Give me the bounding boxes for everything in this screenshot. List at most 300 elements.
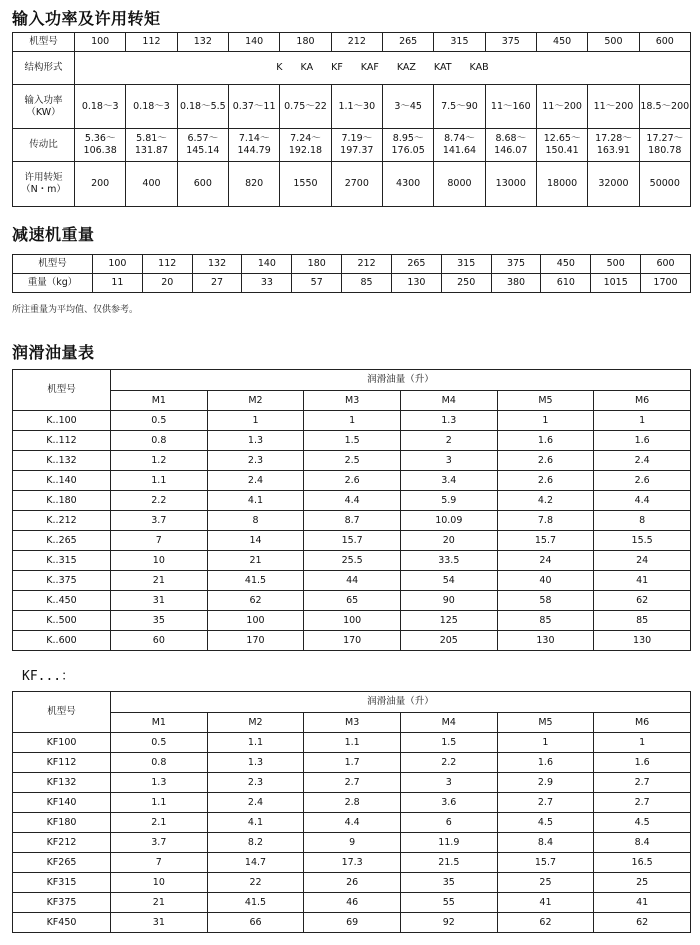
header-cell-model: 112 [126,33,177,52]
structure-type: KAB [469,62,489,74]
power-cell: 7.5～90 [434,85,485,129]
header-cell-oil-quantity: 润滑油量（升） [111,692,691,713]
model-cell: K..375 [13,571,111,591]
oil-value-cell: 2.4 [594,451,691,471]
ratio-min: 5.36～ [84,133,116,145]
power-cell: 11～200 [588,85,639,129]
oil-value-cell: 3 [400,451,497,471]
power-cell: 11～160 [485,85,536,129]
table-header-row [13,692,691,713]
table-row-weight [13,274,691,293]
power-cell: 18.5～200 [639,85,690,129]
oil-value-cell: 1.3 [400,411,497,431]
ratio-cell [536,129,587,162]
torque-cell: 8000 [434,162,485,207]
row-label-power-line2: （KW） [26,106,61,118]
lubrication-table-k [12,369,691,651]
ratio-min: 8.74～ [444,133,475,145]
oil-value-cell: 66 [207,913,304,933]
table-header-row [13,370,691,391]
oil-value-cell: 85 [497,611,594,631]
weight-cell: 11 [93,274,143,293]
oil-value-cell: 7 [111,531,208,551]
header-cell-model: 265 [382,33,433,52]
oil-value-cell: 2.1 [111,813,208,833]
ratio-min: 12.65～ [543,133,581,145]
ratio-max: 146.07 [494,145,528,156]
row-label-weight: 重量（kg） [13,274,93,293]
header-cell-position: M5 [497,391,594,411]
oil-value-cell: 125 [400,611,497,631]
oil-value-cell: 3.7 [111,511,208,531]
torque-cell: 820 [228,162,279,207]
header-cell-model: 600 [639,33,690,52]
oil-value-cell: 1.6 [497,431,594,451]
header-cell-model: 375 [491,255,541,274]
table-row [13,411,691,431]
oil-value-cell: 41 [594,571,691,591]
torque-cell: 18000 [536,162,587,207]
table-header-row-positions [13,391,691,411]
table-row-torque [13,162,691,207]
oil-value-cell: 15.7 [304,531,401,551]
header-cell-position: M4 [400,391,497,411]
header-cell-position: M4 [400,713,497,733]
oil-value-cell: 10.09 [400,511,497,531]
oil-value-cell: 11.9 [400,833,497,853]
header-cell-model-label: 机型号 [13,255,93,274]
oil-value-cell: 4.5 [497,813,594,833]
ratio-cell [639,129,690,162]
table-row [13,431,691,451]
ratio-max: 131.87 [134,145,169,156]
oil-value-cell: 0.8 [111,431,208,451]
oil-value-cell: 2.4 [207,793,304,813]
ratio-cell [588,129,639,162]
ratio-max: 197.37 [340,145,374,156]
weight-cell: 250 [441,274,491,293]
header-cell-model: 140 [228,33,279,52]
row-label-structure: 结构形式 [13,52,75,85]
oil-value-cell: 17.3 [304,853,401,873]
oil-value-cell: 8.4 [497,833,594,853]
weight-cell: 1015 [591,274,641,293]
oil-value-cell: 2.6 [594,471,691,491]
oil-value-cell: 21.5 [400,853,497,873]
ratio-cell [126,129,177,162]
header-cell-model: 600 [641,255,691,274]
model-cell: K..315 [13,551,111,571]
model-cell: KF140 [13,793,111,813]
oil-value-cell: 7 [111,853,208,873]
oil-value-cell: 24 [594,551,691,571]
oil-value-cell: 54 [400,571,497,591]
oil-value-cell: 21 [207,551,304,571]
table-row [13,893,691,913]
ratio-cell [280,129,331,162]
oil-value-cell: 5.9 [400,491,497,511]
structure-type: KAF [360,62,379,74]
oil-value-cell: 2.6 [497,471,594,491]
ratio-cell [485,129,536,162]
oil-value-cell: 14.7 [207,853,304,873]
table-header-row [13,33,691,52]
oil-value-cell: 62 [207,591,304,611]
model-cell: KF112 [13,753,111,773]
oil-value-cell: 8.7 [304,511,401,531]
header-cell-position: M2 [207,391,304,411]
kf-section-label: KF...： [22,669,75,684]
oil-value-cell: 130 [497,631,594,651]
header-cell-model-label: 机型号 [13,33,75,52]
header-cell-model-label: 机型号 [13,370,111,411]
torque-cell: 400 [126,162,177,207]
oil-value-cell: 15.7 [497,853,594,873]
table-row [13,471,691,491]
oil-value-cell: 24 [497,551,594,571]
oil-value-cell: 33.5 [400,551,497,571]
ratio-min: 8.68～ [495,133,527,145]
header-cell-position: M5 [497,713,594,733]
oil-value-cell: 21 [111,893,208,913]
oil-value-cell: 92 [400,913,497,933]
oil-value-cell: 62 [594,591,691,611]
oil-value-cell: 14 [207,531,304,551]
oil-value-cell: 2.7 [594,773,691,793]
weight-cell: 130 [391,274,441,293]
power-cell: 0.18～3 [126,85,177,129]
power-cell: 1.1～30 [331,85,382,129]
model-cell: KF100 [13,733,111,753]
oil-value-cell: 25 [497,873,594,893]
power-cell: 0.37～11 [228,85,279,129]
oil-value-cell: 205 [400,631,497,651]
header-cell-position: M3 [304,713,401,733]
weight-cell: 20 [142,274,192,293]
oil-value-cell: 35 [111,611,208,631]
model-cell: K..132 [13,451,111,471]
table-row [13,913,691,933]
oil-value-cell: 3 [400,773,497,793]
header-cell-position: M6 [594,713,691,733]
oil-value-cell: 2.6 [497,451,594,471]
oil-value-cell: 1 [207,411,304,431]
oil-value-cell: 170 [207,631,304,651]
structure-types-cell [75,52,691,85]
oil-value-cell: 1.5 [304,431,401,451]
oil-value-cell: 1.3 [111,773,208,793]
weight-cell: 610 [541,274,591,293]
table-row [13,531,691,551]
torque-cell: 4300 [382,162,433,207]
torque-cell: 600 [177,162,228,207]
ratio-min: 7.14～ [238,133,270,145]
oil-value-cell: 16.5 [594,853,691,873]
oil-value-cell: 2.3 [207,451,304,471]
model-cell: K..100 [13,411,111,431]
table-row [13,611,691,631]
table-row [13,631,691,651]
oil-value-cell: 62 [497,913,594,933]
oil-value-cell: 85 [594,611,691,631]
oil-value-cell: 15.7 [497,531,594,551]
oil-value-cell: 0.5 [111,733,208,753]
model-cell: KF265 [13,853,111,873]
oil-value-cell: 2.7 [594,793,691,813]
header-cell-position: M3 [304,391,401,411]
model-cell: K..450 [13,591,111,611]
oil-value-cell: 2.2 [400,753,497,773]
header-cell-position: M1 [111,391,208,411]
oil-value-cell: 0.5 [111,411,208,431]
row-label-power-line1: 输入功率 [24,94,63,106]
power-cell: 0.18～5.5 [177,85,228,129]
section-title-weight: 减速机重量 [12,225,95,244]
header-cell-position: M6 [594,391,691,411]
header-cell-model: 180 [292,255,342,274]
table-row [13,753,691,773]
oil-value-cell: 90 [400,591,497,611]
row-label-torque [13,162,75,207]
header-cell-model: 132 [192,255,242,274]
ratio-max: 176.05 [391,145,425,156]
model-cell: K..212 [13,511,111,531]
oil-value-cell: 8 [594,511,691,531]
table-row [13,551,691,571]
oil-value-cell: 4.5 [594,813,691,833]
table-row [13,853,691,873]
oil-value-cell: 1 [594,733,691,753]
table-row-structure [13,52,691,85]
oil-value-cell: 2.6 [304,471,401,491]
torque-cell: 50000 [639,162,690,207]
oil-value-cell: 100 [207,611,304,631]
model-cell: KF132 [13,773,111,793]
oil-value-cell: 7.8 [497,511,594,531]
table-row [13,491,691,511]
oil-value-cell: 6 [400,813,497,833]
header-cell-model: 112 [142,255,192,274]
table-row [13,773,691,793]
torque-cell: 13000 [485,162,536,207]
header-cell-model: 375 [485,33,536,52]
header-cell-model: 180 [280,33,331,52]
table-row-power [13,85,691,129]
weight-cell: 57 [292,274,342,293]
oil-value-cell: 2.7 [304,773,401,793]
weight-note: 所注重量为平均值、仅供参考。 [12,305,139,315]
model-cell: KF315 [13,873,111,893]
oil-value-cell: 2.5 [304,451,401,471]
oil-value-cell: 0.8 [111,753,208,773]
oil-value-cell: 4.4 [304,813,401,833]
model-cell: KF450 [13,913,111,933]
header-cell-model: 132 [177,33,228,52]
header-cell-model: 265 [391,255,441,274]
oil-value-cell: 2.7 [497,793,594,813]
oil-value-cell: 3.6 [400,793,497,813]
model-cell: K..500 [13,611,111,631]
table-row [13,451,691,471]
power-torque-table [12,32,691,207]
oil-value-cell: 31 [111,913,208,933]
oil-value-cell: 46 [304,893,401,913]
oil-value-cell: 25 [594,873,691,893]
oil-value-cell: 8.2 [207,833,304,853]
ratio-max: 141.64 [442,145,477,156]
ratio-max: 180.78 [648,145,682,156]
oil-value-cell: 1.3 [207,753,304,773]
weight-cell: 27 [192,274,242,293]
structure-type: KAT [433,62,452,74]
table-row [13,511,691,531]
oil-value-cell: 1.5 [400,733,497,753]
header-cell-position: M1 [111,713,208,733]
lubrication-table-kf [12,691,691,933]
oil-value-cell: 170 [304,631,401,651]
oil-value-cell: 20 [400,531,497,551]
oil-value-cell: 1 [497,733,594,753]
row-label-torque-line2: （N・m） [21,184,66,195]
section-title-lubrication: 润滑油量表 [12,343,95,362]
header-cell-model: 450 [541,255,591,274]
oil-value-cell: 1.6 [594,753,691,773]
model-cell: K..180 [13,491,111,511]
oil-value-cell: 41 [497,893,594,913]
header-cell-model: 100 [93,255,143,274]
torque-cell: 200 [75,162,126,207]
oil-value-cell: 60 [111,631,208,651]
oil-value-cell: 1.3 [207,431,304,451]
oil-value-cell: 1.1 [111,471,208,491]
oil-value-cell: 25.5 [304,551,401,571]
oil-value-cell: 4.4 [594,491,691,511]
row-label-torque-line1: 许用转矩 [24,172,63,184]
table-row [13,571,691,591]
oil-value-cell: 15.5 [594,531,691,551]
model-cell: K..265 [13,531,111,551]
structure-type: K [276,62,283,74]
oil-value-cell: 10 [111,873,208,893]
header-cell-model: 212 [342,255,392,274]
power-cell: 0.18～3 [75,85,126,129]
oil-value-cell: 2.9 [497,773,594,793]
oil-value-cell: 10 [111,551,208,571]
ratio-cell [75,129,126,162]
oil-value-cell: 1 [497,411,594,431]
table-row [13,873,691,893]
table-row [13,591,691,611]
oil-value-cell: 4.1 [207,491,304,511]
oil-value-cell: 31 [111,591,208,611]
structure-type: KAZ [396,62,416,74]
row-label-ratio: 传动比 [13,129,75,162]
structure-type: KA [300,62,314,74]
table-row [13,813,691,833]
ratio-max: 106.38 [83,145,117,156]
oil-value-cell: 62 [594,913,691,933]
ratio-max: 163.91 [596,145,631,156]
header-cell-model: 450 [536,33,587,52]
header-cell-model: 315 [441,255,491,274]
oil-value-cell: 4.4 [304,491,401,511]
table-row [13,833,691,853]
weight-cell: 85 [342,274,392,293]
oil-value-cell: 2.3 [207,773,304,793]
header-cell-model: 315 [434,33,485,52]
oil-value-cell: 26 [304,873,401,893]
oil-value-cell: 35 [400,873,497,893]
table-header-row [13,255,691,274]
oil-value-cell: 8 [207,511,304,531]
model-cell: KF212 [13,833,111,853]
power-cell: 3～45 [382,85,433,129]
header-cell-model-label: 机型号 [13,692,111,733]
ratio-max: 144.79 [237,145,271,156]
oil-value-cell: 130 [594,631,691,651]
ratio-min: 7.19～ [341,133,373,145]
ratio-min: 6.57～ [187,133,219,145]
row-label-power [13,85,75,129]
oil-value-cell: 41.5 [207,893,304,913]
weight-cell: 380 [491,274,541,293]
oil-value-cell: 55 [400,893,497,913]
table-header-row-positions [13,713,691,733]
header-cell-model: 100 [75,33,126,52]
header-cell-model: 500 [591,255,641,274]
ratio-cell [177,129,228,162]
oil-value-cell: 1.1 [207,733,304,753]
oil-value-cell: 21 [111,571,208,591]
oil-value-cell: 58 [497,591,594,611]
header-cell-oil-quantity: 润滑油量（升） [111,370,691,391]
model-cell: K..140 [13,471,111,491]
weight-cell: 33 [242,274,292,293]
torque-cell: 32000 [588,162,639,207]
structure-type: KF [331,62,343,74]
oil-value-cell: 65 [304,591,401,611]
header-cell-model: 500 [588,33,639,52]
ratio-min: 7.24～ [290,133,321,145]
oil-value-cell: 44 [304,571,401,591]
oil-value-cell: 1.1 [304,733,401,753]
power-cell: 0.75～22 [280,85,331,129]
ratio-max: 192.18 [288,145,323,156]
ratio-min: 17.28～ [595,133,632,145]
oil-value-cell: 1.6 [594,431,691,451]
torque-cell: 2700 [331,162,382,207]
ratio-min: 17.27～ [646,133,684,145]
ratio-cell [331,129,382,162]
oil-value-cell: 2.8 [304,793,401,813]
oil-value-cell: 8.4 [594,833,691,853]
table-row-ratio [13,129,691,162]
oil-value-cell: 1 [304,411,401,431]
oil-value-cell: 1.7 [304,753,401,773]
oil-value-cell: 1.6 [497,753,594,773]
oil-value-cell: 1.1 [111,793,208,813]
oil-value-cell: 2.2 [111,491,208,511]
oil-value-cell: 4.2 [497,491,594,511]
model-cell: K..600 [13,631,111,651]
header-cell-model: 140 [242,255,292,274]
oil-value-cell: 1 [594,411,691,431]
ratio-max: 145.14 [186,145,220,156]
oil-value-cell: 100 [304,611,401,631]
oil-value-cell: 1.2 [111,451,208,471]
oil-value-cell: 3.7 [111,833,208,853]
oil-value-cell: 69 [304,913,401,933]
